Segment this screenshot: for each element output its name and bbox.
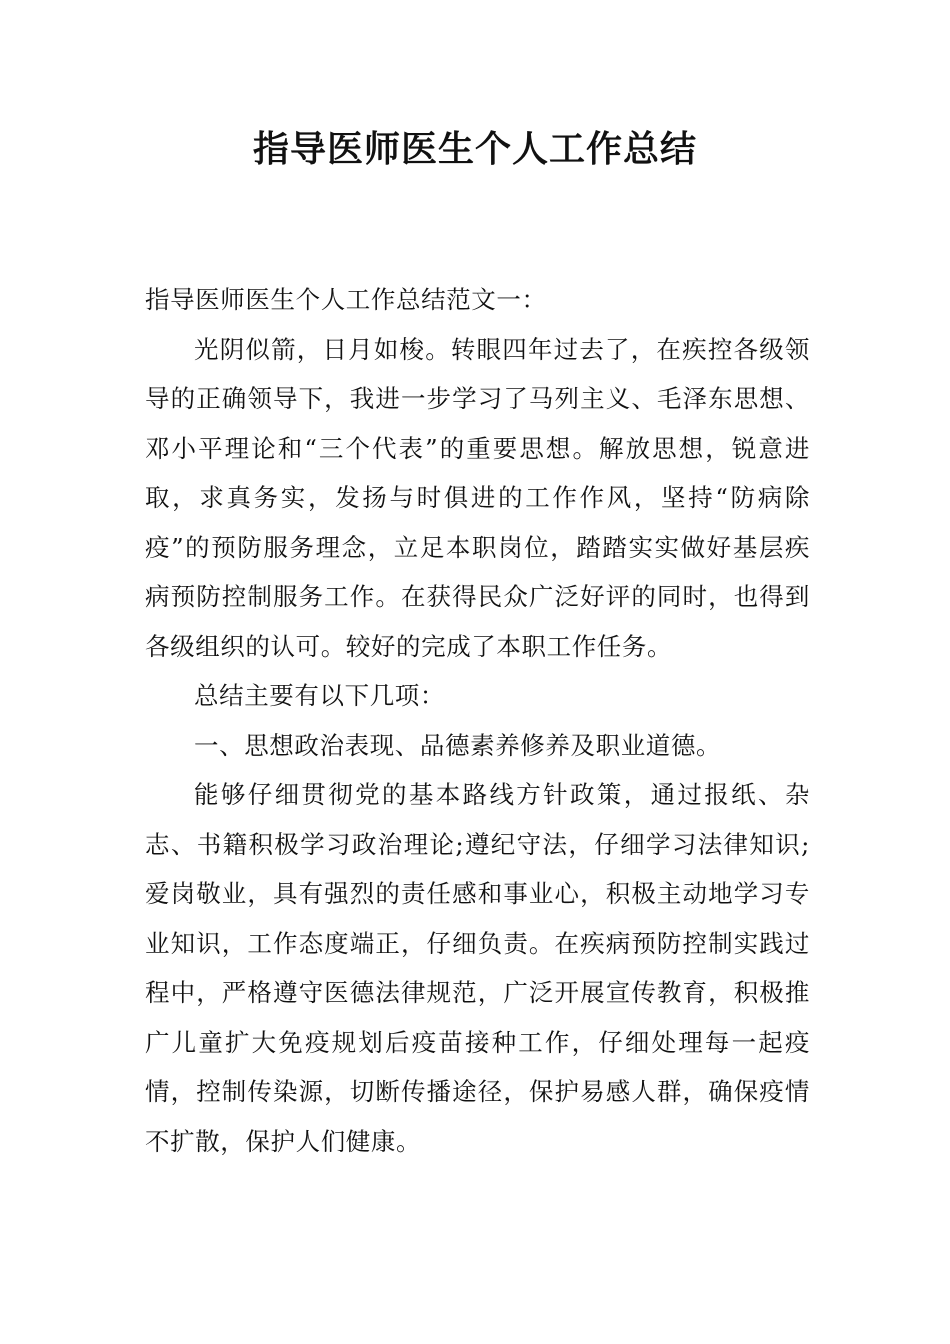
body-paragraph: 能够仔细贯彻党的基本路线方针政策，通过报纸、杂志、书籍积极学习政治理论;遵纪守法，仔细学习法律知识;爱岗敬业，具有强烈的责任感和事业心，积极主动地学习专业知识，工作态度端正，仔细负责。在疾病预防控制实践过程中，严格遵守医德法律规范，广泛开展宣传教育，积极推广儿童扩大免疫规划后疫苗接种工作，仔细处理每一起疫情，控制传染源，切断传播途径，保护易感人群，确保疫情不扩散，保护人们健康。 bbox=[145, 780, 810, 1156]
body-paragraph: 光阴似箭，日月如梭。转眼四年过去了，在疾控各级领导的正确领导下，我进一步学习了马列主义、毛泽东思想、邓小平理论和“三个代表”的重要思想。解放思想，锐意进取，求真务实，发扬与时俱进的工作作风，坚持“防病除疫”的预防服务理念，立足本职岗位，踏踏实实做好基层疾病预防控制服务工作。在获得民众广泛好评的同时，也得到各级组织的认可。较好的完成了本职工作任务。 bbox=[145, 334, 810, 661]
body-paragraph: 总结主要有以下几项： bbox=[194, 681, 445, 710]
document-body bbox=[145, 275, 810, 1166]
section-heading: 指导医师医生个人工作总结范文一： bbox=[145, 285, 547, 314]
body-paragraph: 一、思想政治表现、品德素养修养及职业道德。 bbox=[194, 730, 722, 760]
document-title: 指导医师医生个人工作总结 bbox=[252, 129, 697, 170]
